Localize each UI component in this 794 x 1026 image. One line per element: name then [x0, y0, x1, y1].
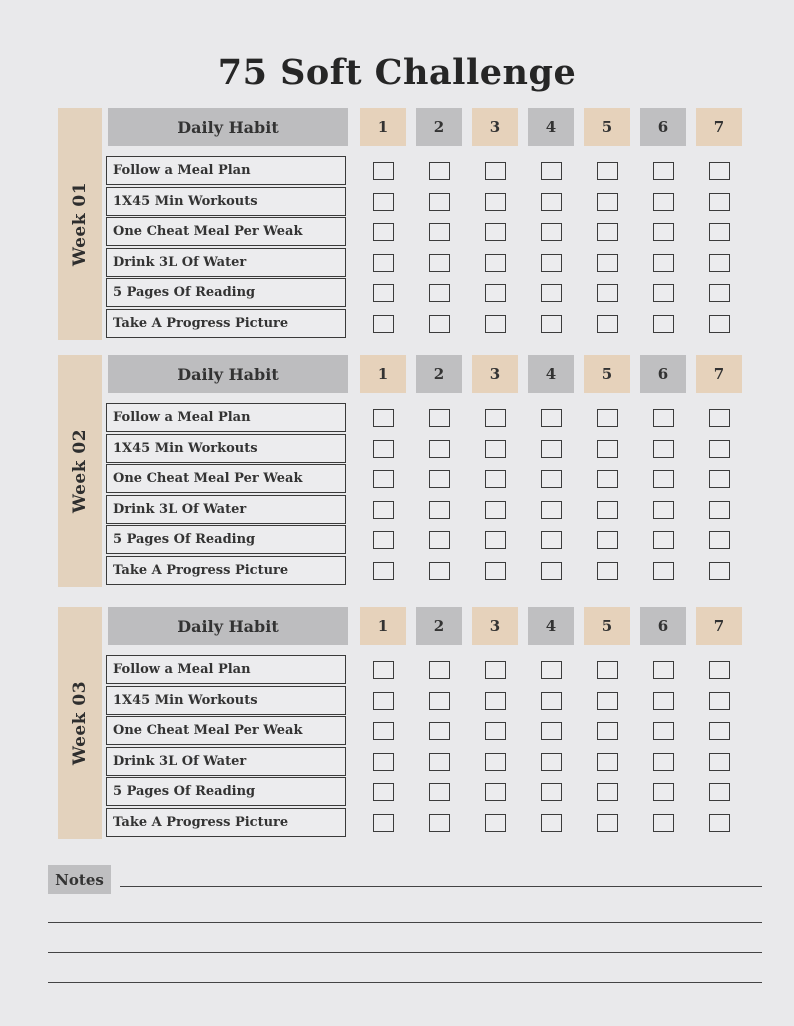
habit-checkbox[interactable] — [429, 315, 450, 333]
habit-checkbox[interactable] — [485, 409, 506, 427]
day-header: 1 — [360, 108, 406, 146]
habit-checkbox[interactable] — [429, 783, 450, 801]
habit-checkbox[interactable] — [373, 409, 394, 427]
habit-checkbox[interactable] — [709, 531, 730, 549]
day-header: 1 — [360, 607, 406, 645]
habit-checkbox[interactable] — [597, 783, 618, 801]
habit-checkbox[interactable] — [429, 223, 450, 241]
habit-checkbox[interactable] — [485, 722, 506, 740]
habit-row: One Cheat Meal Per Weak — [106, 716, 346, 745]
habit-checkbox[interactable] — [429, 162, 450, 180]
habit-checkbox[interactable] — [541, 692, 562, 710]
habit-checkbox[interactable] — [485, 783, 506, 801]
week-label-band — [58, 355, 102, 587]
habit-checkbox[interactable] — [541, 722, 562, 740]
habit-checkbox[interactable] — [653, 440, 674, 458]
habit-checkbox[interactable] — [541, 409, 562, 427]
habit-row: 5 Pages Of Reading — [106, 777, 346, 806]
habit-checkbox[interactable] — [597, 254, 618, 272]
habit-checkbox[interactable] — [709, 661, 730, 679]
habit-checkbox[interactable] — [541, 783, 562, 801]
habit-row: Follow a Meal Plan — [106, 403, 346, 432]
habit-checkbox[interactable] — [597, 409, 618, 427]
week-label: Week 01 — [70, 181, 90, 267]
habit-checkbox[interactable] — [541, 531, 562, 549]
habit-checkbox[interactable] — [709, 409, 730, 427]
habit-checkbox[interactable] — [485, 692, 506, 710]
habit-checkbox[interactable] — [541, 501, 562, 519]
habit-checkbox[interactable] — [485, 531, 506, 549]
habit-checkbox[interactable] — [485, 193, 506, 211]
habit-checkbox[interactable] — [541, 193, 562, 211]
habit-checkbox[interactable] — [373, 193, 394, 211]
habit-checkbox[interactable] — [541, 470, 562, 488]
habit-checkbox[interactable] — [429, 661, 450, 679]
day-header: 3 — [472, 108, 518, 146]
week-section — [58, 108, 758, 340]
habit-checkbox[interactable] — [429, 440, 450, 458]
habit-row: One Cheat Meal Per Weak — [106, 464, 346, 493]
day-header: 4 — [528, 607, 574, 645]
habit-checkbox[interactable] — [541, 254, 562, 272]
day-header: 7 — [696, 108, 742, 146]
habit-checkbox[interactable] — [485, 753, 506, 771]
habit-checkbox[interactable] — [709, 284, 730, 302]
day-header: 3 — [472, 355, 518, 393]
habit-checkbox[interactable] — [485, 315, 506, 333]
habit-row: 5 Pages Of Reading — [106, 525, 346, 554]
habit-row: 1X45 Min Workouts — [106, 187, 346, 216]
habit-checkbox[interactable] — [485, 562, 506, 580]
habit-checkbox[interactable] — [597, 162, 618, 180]
habit-checkbox[interactable] — [597, 692, 618, 710]
habit-checkbox[interactable] — [373, 531, 394, 549]
habit-checkbox[interactable] — [709, 193, 730, 211]
habit-checkbox[interactable] — [709, 254, 730, 272]
habit-checkbox[interactable] — [541, 753, 562, 771]
habit-checkbox[interactable] — [373, 562, 394, 580]
habit-checkbox[interactable] — [597, 315, 618, 333]
habit-checkbox[interactable] — [653, 722, 674, 740]
daily-habit-header: Daily Habit — [108, 355, 348, 393]
habit-checkbox[interactable] — [541, 562, 562, 580]
habit-row: Follow a Meal Plan — [106, 655, 346, 684]
habit-checkbox[interactable] — [709, 783, 730, 801]
habit-row: 1X45 Min Workouts — [106, 434, 346, 463]
habit-checkbox[interactable] — [373, 501, 394, 519]
habit-checkbox[interactable] — [709, 692, 730, 710]
habit-checkbox[interactable] — [653, 315, 674, 333]
week-label-band — [58, 607, 102, 839]
habit-row: Take A Progress Picture — [106, 556, 346, 585]
habit-checkbox[interactable] — [429, 531, 450, 549]
day-header: 6 — [640, 355, 686, 393]
habit-checkbox[interactable] — [597, 501, 618, 519]
day-header: 4 — [528, 355, 574, 393]
habit-checkbox[interactable] — [373, 223, 394, 241]
habit-checkbox[interactable] — [373, 753, 394, 771]
habit-checkbox[interactable] — [485, 162, 506, 180]
habit-checkbox[interactable] — [485, 440, 506, 458]
habit-checkbox[interactable] — [653, 284, 674, 302]
habit-checkbox[interactable] — [429, 753, 450, 771]
daily-habit-header: Daily Habit — [108, 108, 348, 146]
habit-checkbox[interactable] — [541, 162, 562, 180]
day-header: 5 — [584, 355, 630, 393]
habit-checkbox[interactable] — [429, 722, 450, 740]
week-label: Week 02 — [70, 428, 90, 514]
habit-checkbox[interactable] — [429, 254, 450, 272]
habit-checkbox[interactable] — [653, 470, 674, 488]
habit-checkbox[interactable] — [485, 814, 506, 832]
habit-row: Drink 3L Of Water — [106, 248, 346, 277]
day-header: 3 — [472, 607, 518, 645]
habit-checkbox[interactable] — [709, 162, 730, 180]
habit-checkbox[interactable] — [653, 562, 674, 580]
habit-checkbox[interactable] — [653, 223, 674, 241]
habit-checkbox[interactable] — [485, 254, 506, 272]
habit-checkbox[interactable] — [653, 254, 674, 272]
habit-row: Take A Progress Picture — [106, 808, 346, 837]
habit-checkbox[interactable] — [597, 193, 618, 211]
habit-checkbox[interactable] — [541, 814, 562, 832]
habit-checkbox[interactable] — [373, 162, 394, 180]
habit-checkbox[interactable] — [373, 440, 394, 458]
week-section — [58, 607, 758, 839]
habit-checkbox[interactable] — [429, 284, 450, 302]
habit-checkbox[interactable] — [653, 162, 674, 180]
habit-checkbox[interactable] — [709, 562, 730, 580]
habit-checkbox[interactable] — [373, 254, 394, 272]
notes-line[interactable] — [48, 922, 762, 923]
habit-checkbox[interactable] — [429, 814, 450, 832]
habit-checkbox[interactable] — [541, 315, 562, 333]
day-header: 1 — [360, 355, 406, 393]
day-header: 2 — [416, 108, 462, 146]
daily-habit-header: Daily Habit — [108, 607, 348, 645]
habit-checkbox[interactable] — [541, 284, 562, 302]
habit-checkbox[interactable] — [709, 223, 730, 241]
habit-checkbox[interactable] — [429, 562, 450, 580]
habit-checkbox[interactable] — [597, 284, 618, 302]
notes-line[interactable] — [48, 952, 762, 953]
habit-checkbox[interactable] — [541, 440, 562, 458]
habit-checkbox[interactable] — [653, 814, 674, 832]
day-header: 6 — [640, 108, 686, 146]
day-header: 7 — [696, 355, 742, 393]
habit-checkbox[interactable] — [373, 284, 394, 302]
habit-row: 1X45 Min Workouts — [106, 686, 346, 715]
habit-checkbox[interactable] — [485, 470, 506, 488]
habit-checkbox[interactable] — [709, 470, 730, 488]
habit-checkbox[interactable] — [597, 531, 618, 549]
habit-checkbox[interactable] — [653, 661, 674, 679]
habit-checkbox[interactable] — [597, 753, 618, 771]
habit-checkbox[interactable] — [485, 284, 506, 302]
habit-checkbox[interactable] — [597, 470, 618, 488]
habit-checkbox[interactable] — [373, 722, 394, 740]
habit-checkbox[interactable] — [373, 470, 394, 488]
habit-checkbox[interactable] — [541, 661, 562, 679]
habit-checkbox[interactable] — [373, 814, 394, 832]
habit-checkbox[interactable] — [541, 223, 562, 241]
week-section — [58, 355, 758, 587]
habit-checkbox[interactable] — [373, 692, 394, 710]
day-header: 2 — [416, 355, 462, 393]
habit-checkbox[interactable] — [429, 409, 450, 427]
habit-row: Follow a Meal Plan — [106, 156, 346, 185]
habit-checkbox[interactable] — [709, 315, 730, 333]
habit-checkbox[interactable] — [429, 470, 450, 488]
habit-checkbox[interactable] — [709, 814, 730, 832]
habit-checkbox[interactable] — [653, 409, 674, 427]
habit-checkbox[interactable] — [709, 440, 730, 458]
habit-checkbox[interactable] — [653, 531, 674, 549]
habit-checkbox[interactable] — [373, 315, 394, 333]
habit-checkbox[interactable] — [485, 223, 506, 241]
habit-checkbox[interactable] — [597, 562, 618, 580]
week-label: Week 03 — [70, 680, 90, 766]
habit-checkbox[interactable] — [597, 661, 618, 679]
day-header: 6 — [640, 607, 686, 645]
habit-checkbox[interactable] — [429, 193, 450, 211]
habit-checkbox[interactable] — [597, 440, 618, 458]
habit-checkbox[interactable] — [597, 814, 618, 832]
week-label-band — [58, 108, 102, 340]
habit-checkbox[interactable] — [653, 193, 674, 211]
habit-checkbox[interactable] — [709, 722, 730, 740]
habit-row: Drink 3L Of Water — [106, 495, 346, 524]
habit-checkbox[interactable] — [373, 661, 394, 679]
day-header: 4 — [528, 108, 574, 146]
day-header: 2 — [416, 607, 462, 645]
habit-row: 5 Pages Of Reading — [106, 278, 346, 307]
habit-checkbox[interactable] — [429, 501, 450, 519]
habit-checkbox[interactable] — [485, 501, 506, 519]
habit-checkbox[interactable] — [653, 692, 674, 710]
day-header: 5 — [584, 108, 630, 146]
notes-line[interactable] — [120, 886, 762, 887]
habit-checkbox[interactable] — [709, 501, 730, 519]
habit-checkbox[interactable] — [485, 661, 506, 679]
habit-checkbox[interactable] — [597, 223, 618, 241]
page-title: 75 Soft Challenge — [217, 52, 577, 93]
habit-checkbox[interactable] — [597, 722, 618, 740]
habit-checkbox[interactable] — [653, 753, 674, 771]
habit-row: Take A Progress Picture — [106, 309, 346, 338]
habit-checkbox[interactable] — [653, 501, 674, 519]
habit-checkbox[interactable] — [373, 783, 394, 801]
habit-row: One Cheat Meal Per Weak — [106, 217, 346, 246]
habit-checkbox[interactable] — [653, 783, 674, 801]
notes-line[interactable] — [48, 982, 762, 983]
habit-checkbox[interactable] — [709, 753, 730, 771]
habit-row: Drink 3L Of Water — [106, 747, 346, 776]
notes-label: Notes — [48, 865, 111, 894]
day-header: 7 — [696, 607, 742, 645]
habit-checkbox[interactable] — [429, 692, 450, 710]
day-header: 5 — [584, 607, 630, 645]
